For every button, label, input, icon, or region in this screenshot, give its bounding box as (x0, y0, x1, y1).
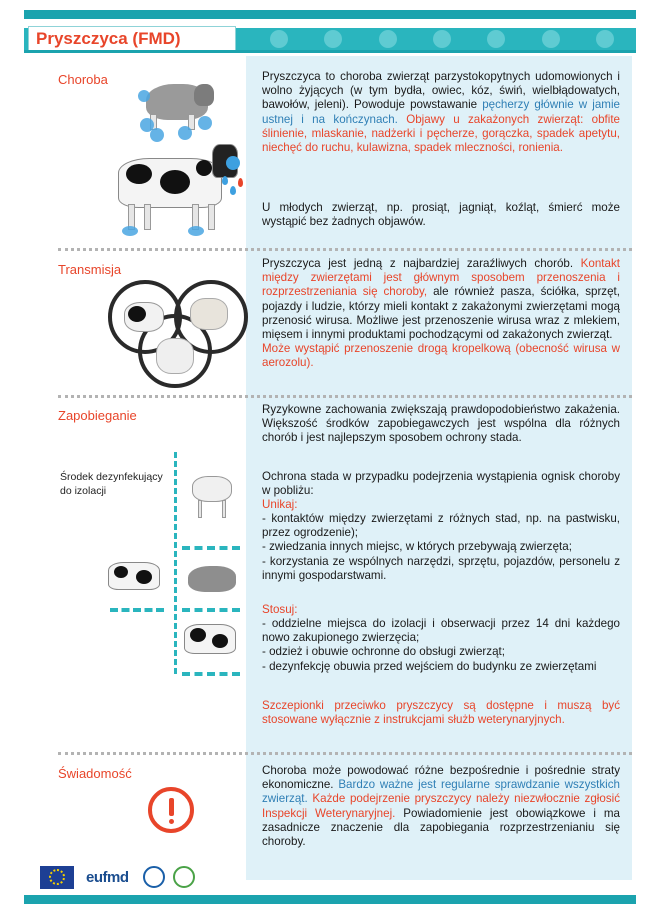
choroba-blisters: pęcherzy głównie w jamie ustnej i na kończynach. (262, 98, 620, 126)
section-label-choroba: Choroba (58, 72, 108, 87)
swiadomosc-text (262, 764, 620, 849)
choroba-symptoms: Objawy u zakażonych zwierząt: obfite ślinienie, mlaskanie, nadżerki i pęcherze, gorączka, spadek apetytu, niechęć do ruchu, kulawizna, spadek mleczności, ronienia. (262, 112, 620, 155)
avoid-item: - zwiedzania innych miejsc, w których przebywają zwierzęta; (262, 540, 572, 554)
transmisja-intro: Pryszczyca jest jedną z najbardziej zaraźliwych chorób. (262, 257, 574, 270)
section-divider (58, 248, 632, 251)
section-label-zapobieganie: Zapobieganie (58, 408, 137, 423)
choroba-intro: Pryszczyca to choroba zwierząt parzystokopytnych udomowionych i wolno żyjących (w tym bydła, owiec, kóz, świń, wielbłądowatych, bawołów, jeleni). (262, 70, 620, 112)
choroba-young-text: U młodych zwierząt, np. prosiąt, jagniąt, koźląt, śmierć może wystąpić bez żadnych objawów. (262, 201, 620, 229)
apply-label: Stosuj: (262, 603, 298, 616)
vaccine-note: Szczepionki przeciwko pryszczycy są dostępne i muszą być stosowane wyłącznie z instrukcjami służb weterynaryjnych. (262, 699, 620, 727)
transmisja-routes: ale również pasza, ściółka, sprzęt, pojazdy i ludzie, którzy mieli kontakt z zakażonymi zwierzętami mogą przenosić wirusa. Możliwe jest przenoszenie wirusa wraz z mlekiem, mięsem i innymi produktami pochodzącymi od zakażonych zwierząt. (262, 285, 620, 342)
transmisja-text (262, 257, 620, 371)
fao-logo-icon (143, 866, 165, 888)
circle-icon (433, 30, 451, 48)
section-divider (58, 395, 632, 398)
info-panel (246, 56, 632, 880)
disinfectant-note: Środek dezynfekujący do izolacji (60, 471, 163, 497)
circle-icon (487, 30, 505, 48)
swiadomosc-mandatory: Powiadomienie jest obowiązkowe i ma zasadnicze znaczenie dla zapobiegania rozprzestrzenianiu się choroby. (262, 806, 620, 849)
circle-icon (542, 30, 560, 48)
section-divider (58, 752, 632, 755)
gvi-logo-icon (173, 866, 195, 888)
apply-item: - odzież i obuwie ochronne do obsługi zwierząt; (262, 645, 505, 659)
avoid-item: - korzystania ze wspólnych narzędzi, sprzętu, pojazdów, personelu z innymi gospodarstwami. (262, 554, 620, 582)
avoid-list (262, 512, 620, 583)
apply-item: - oddzielne miejsca do izolacji i obserwacji przez 14 dni każdego nowo zakupionego zwierzęcia; (262, 617, 620, 645)
circle-icon (270, 30, 288, 48)
choroba-text (262, 70, 620, 155)
apply-item: - dezynfekcję obuwia przed wejściem do budynku ze zwierzętami (262, 659, 597, 673)
zapobieganie-intro: Ryzykowne zachowania zwiększają prawdopodobieństwo zakażenia. Większość środków zapobiegawczych jest wspólna dla różnych chorób i jest najlepszym sposobem ochrony stada. (262, 403, 620, 445)
bottom-teal-bar (24, 895, 636, 904)
title-decoration (252, 30, 632, 48)
swiadomosc-report: Każde podejrzenie pryszczycy należy niezwłocznie zgłosić Inspekcji Weterynaryjnej. (262, 792, 620, 820)
eufmd-logo: eufmd (86, 868, 129, 886)
title-underline (24, 50, 636, 53)
transmisja-aerosol: Może wystąpić przenoszenie drogą kropelkową (obecność wirusa w aerozolu). (262, 342, 620, 370)
apply-list (262, 617, 620, 674)
choroba-causes-label: Powoduje powstawanie (348, 98, 483, 112)
page-title: Pryszczyca (FMD) (36, 29, 181, 48)
footer-logos (40, 862, 195, 892)
eu-flag-icon (40, 866, 74, 889)
avoid-item: - kontaktów między zwierzętami z różnych stad, np. na pastwisku, przez ogrodzenie); (262, 512, 620, 540)
circle-icon (324, 30, 342, 48)
section-label-swiadomosc: Świadomość (58, 766, 132, 781)
swiadomosc-losses: Choroba może powodować różne bezpośrednie i pośrednie straty ekonomiczne. (262, 764, 620, 792)
circle-icon (596, 30, 614, 48)
section-label-transmisja: Transmisja (58, 262, 122, 277)
zapobieganie-protection: Ochrona stada w przypadku podejrzenia wystąpienia ognisk choroby w pobliżu: (262, 470, 620, 498)
circle-icon (379, 30, 397, 48)
warning-icon (148, 787, 194, 833)
swiadomosc-checking: Bardzo ważne jest regularne sprawdzanie wszystkich zwierząt. (262, 778, 620, 806)
transmisja-contact: Kontakt między zwierzętami jest głównym sposobem przenoszenia i rozprzestrzeniania się choroby, (262, 257, 620, 299)
avoid-label: Unikaj: (262, 498, 298, 511)
top-teal-bar (24, 10, 636, 19)
